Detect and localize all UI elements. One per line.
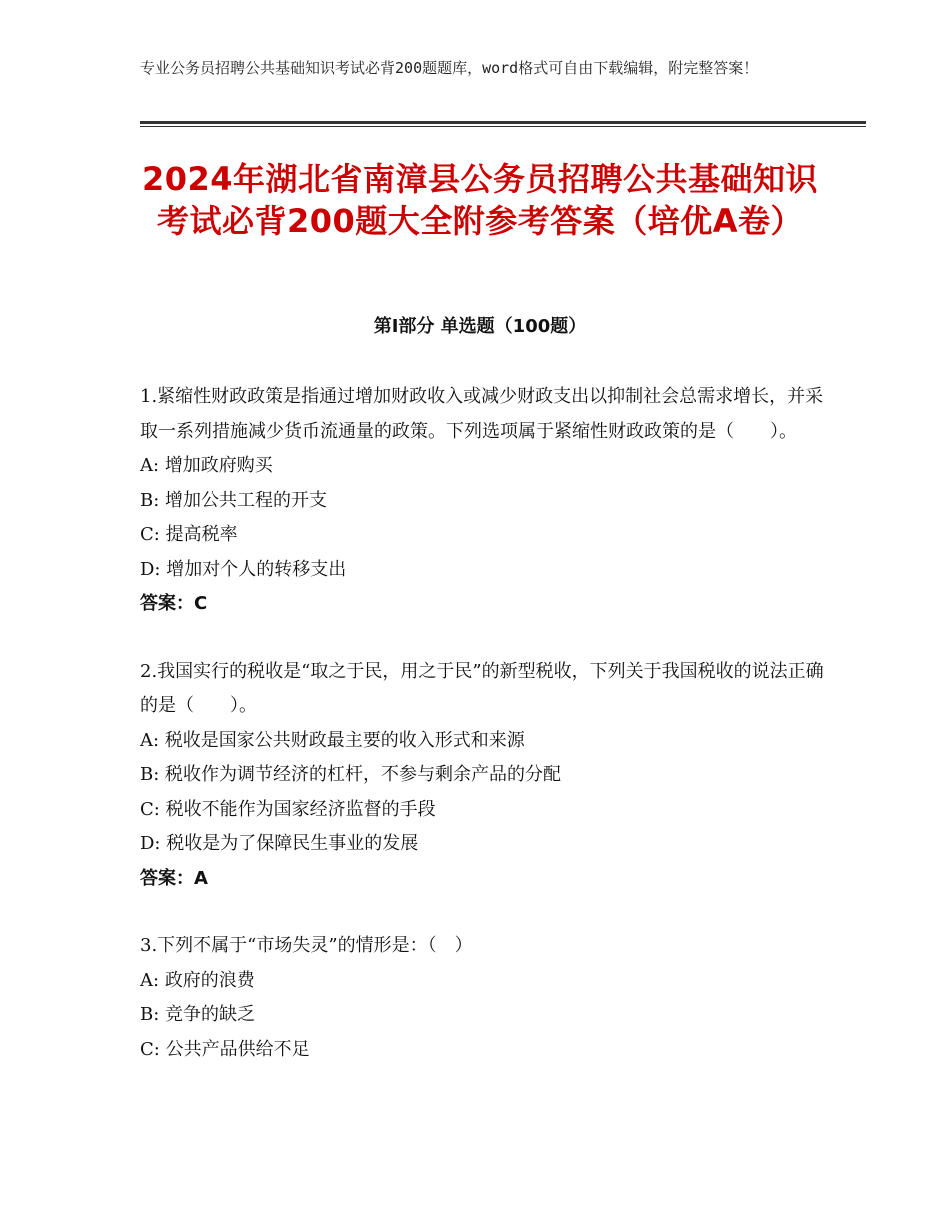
document-title: 2024年湖北省南漳县公务员招聘公共基础知识考试必背200题大全附参考答案（培优A卷） [141,160,819,240]
option-text: 税收是国家公共财政最主要的收入形式和来源 [164,729,525,751]
option-c [140,518,830,553]
option-b [140,998,830,1033]
question-stem: 1.紧缩性财政政策是指通过增加财政收入或减少财政支出以抑制社会总需求增长，并采取一系列措施减少货币流通量的政策。下列选项属于紧缩性财政政策的是（ ）。 [140,386,824,442]
option-text: 增加政府购买 [164,455,273,476]
option-letter: D: [140,833,161,854]
option-letter: B: [140,1004,160,1025]
question-2 [140,655,830,897]
section-heading: 第Ⅰ部分 单选题（100题） [373,316,587,337]
option-letter: B: [140,764,160,785]
option-letter: A: [140,455,160,476]
option-a [140,964,830,999]
option-d [140,553,830,588]
option-text: 增加公共工程的开支 [165,489,328,511]
option-text: 公共产品供给不足 [165,1038,310,1060]
option-letter: C: [140,524,160,545]
option-text: 增加对个人的转移支出 [166,558,347,580]
header-divider-thick [140,121,866,124]
option-a [140,724,830,759]
question-3 [140,929,830,1067]
option-b [140,484,830,519]
question-stem: 3.下列不属于“市场失灵”的情形是：（ ） [140,935,473,956]
option-text: 提高税率 [165,524,238,545]
option-letter: A: [140,729,160,751]
option-text: 政府的浪费 [164,969,255,991]
option-text: 税收作为调节经济的杠杆，不参与剩余产品的分配 [165,764,562,785]
option-text: 税收是为了保障民生事业的发展 [166,833,419,854]
answer-line: 答案：A [140,867,208,889]
header-divider-thin [140,126,866,127]
option-text: 税收不能作为国家经济监督的手段 [165,798,436,820]
header-note: 专业公务员招聘公共基础知识考试必背200题题库，word格式可自由下载编辑，附完整答案！ [140,59,759,77]
option-b [140,758,830,793]
option-text: 竞争的缺乏 [165,1004,256,1025]
question-list [140,380,830,1100]
question-stem: 2.我国实行的税收是“取之于民，用之于民”的新型税收，下列关于我国税收的说法正确的是（ ）。 [140,660,824,716]
option-letter: C: [140,798,160,820]
option-d [140,827,830,862]
option-c [140,793,830,828]
option-letter: D: [140,558,161,580]
option-c [140,1033,830,1068]
option-letter: B: [140,489,160,511]
question-1 [140,380,830,622]
option-a [140,449,830,484]
answer-line: 答案：C [140,593,208,614]
option-letter: C: [140,1038,160,1060]
option-letter: A: [140,969,160,991]
